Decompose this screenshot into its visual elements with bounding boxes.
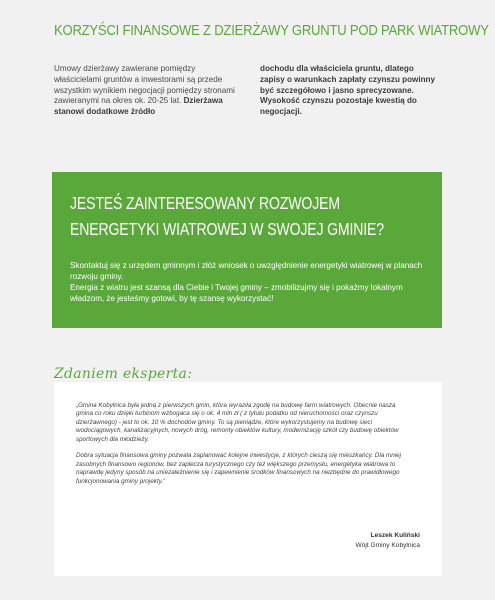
expert-quote-card xyxy=(54,382,442,576)
cta-box xyxy=(52,172,442,328)
cta-body xyxy=(70,260,435,304)
signature xyxy=(356,531,421,551)
cta-heading: JESTEŚ ZAINTERESOWANY ROZWOJEM ENERGETYKI WIATROWEJ W SWOJEJ GMINIE? xyxy=(70,193,384,239)
cta-body-line-2: Energia z wiatru jest szansą dla Ciebie i Twojej gminy – zmobilizujmy się i pokażmy lokalnym władzom, że jesteśmy gotowi, by tę szansę wykorzystać! xyxy=(70,283,403,303)
quote-paragraph-1: „Gmina Kobylnica była jedną z pierwszych gmin, która wyraziła zgodę na budowę farm wiatrowych. Obecnie nasza gmina co roku dzięki turbinom wzbogaca się o ok. 4 mln zł ( z tytułu podatku od nieruchomości oraz czynszu dzierżawnego) - jest to ok. 10 % dochodów gminy. To są pieniądze, które wykorzystujemy na budowę sieci wodociągowych, kanalizacyjnych, nowych dróg, remonty obiektów kultury, modernizację szkół czy budowę obiektów sportowych dla młodzieży. xyxy=(76,402,399,443)
cta-body-line-1: Skontaktuj się z urzędem gminnym i złóż wniosek o uwzględnienie energetyki wiatrowej w planach rozwoju gminy. xyxy=(70,261,423,281)
expert-quote xyxy=(76,402,406,494)
page-title: KORZYŚCI FINANSOWE Z DZIERŻAWY GRUNTU POD PARK WIATROWY xyxy=(54,22,489,39)
intro-left-bold-text: Dzierżawa stanowi dodatkowe źródło xyxy=(54,96,223,117)
signature-role: Wójt Gminy Kobylnica xyxy=(355,542,420,549)
signature-name: Leszek Kuliński xyxy=(370,532,420,539)
intro-left-column xyxy=(54,64,244,118)
expert-heading: Zdaniem eksperta: xyxy=(54,366,193,382)
intro-left-text: Umowy dzierżawy zawierane pomiędzy właścicielami gruntów a inwestorami są przede wszystkim wynikiem negocjacji pomiędzy stronami zawieranymi na okres ok. 20-25 lat. xyxy=(54,64,235,106)
quote-paragraph-2: Dobra sytuacja finansowa gminy pozwala zaplanować kolejne inwestycje, z których cieszą się mieszkańcy. Dla mniej zasobnych finansowo regionów, bez zaplecza turystycznego czy też większego przemysłu, energetyka wiatrowa to naprawdę jedyny sposób na uniezależnienie się i zapewnienie środków finansowych na niezbędne do prawidłowego funkcjonowania gminy projekty.” xyxy=(76,452,402,485)
intro-right-column: dochodu dla właściciela gruntu, dlatego zapisy o warunkach zapłaty czynszu powinny być szczegółowo i jasno sprecyzowane. Wysokość czynszu pozostaje kwestią do negocjacji. xyxy=(260,64,435,117)
